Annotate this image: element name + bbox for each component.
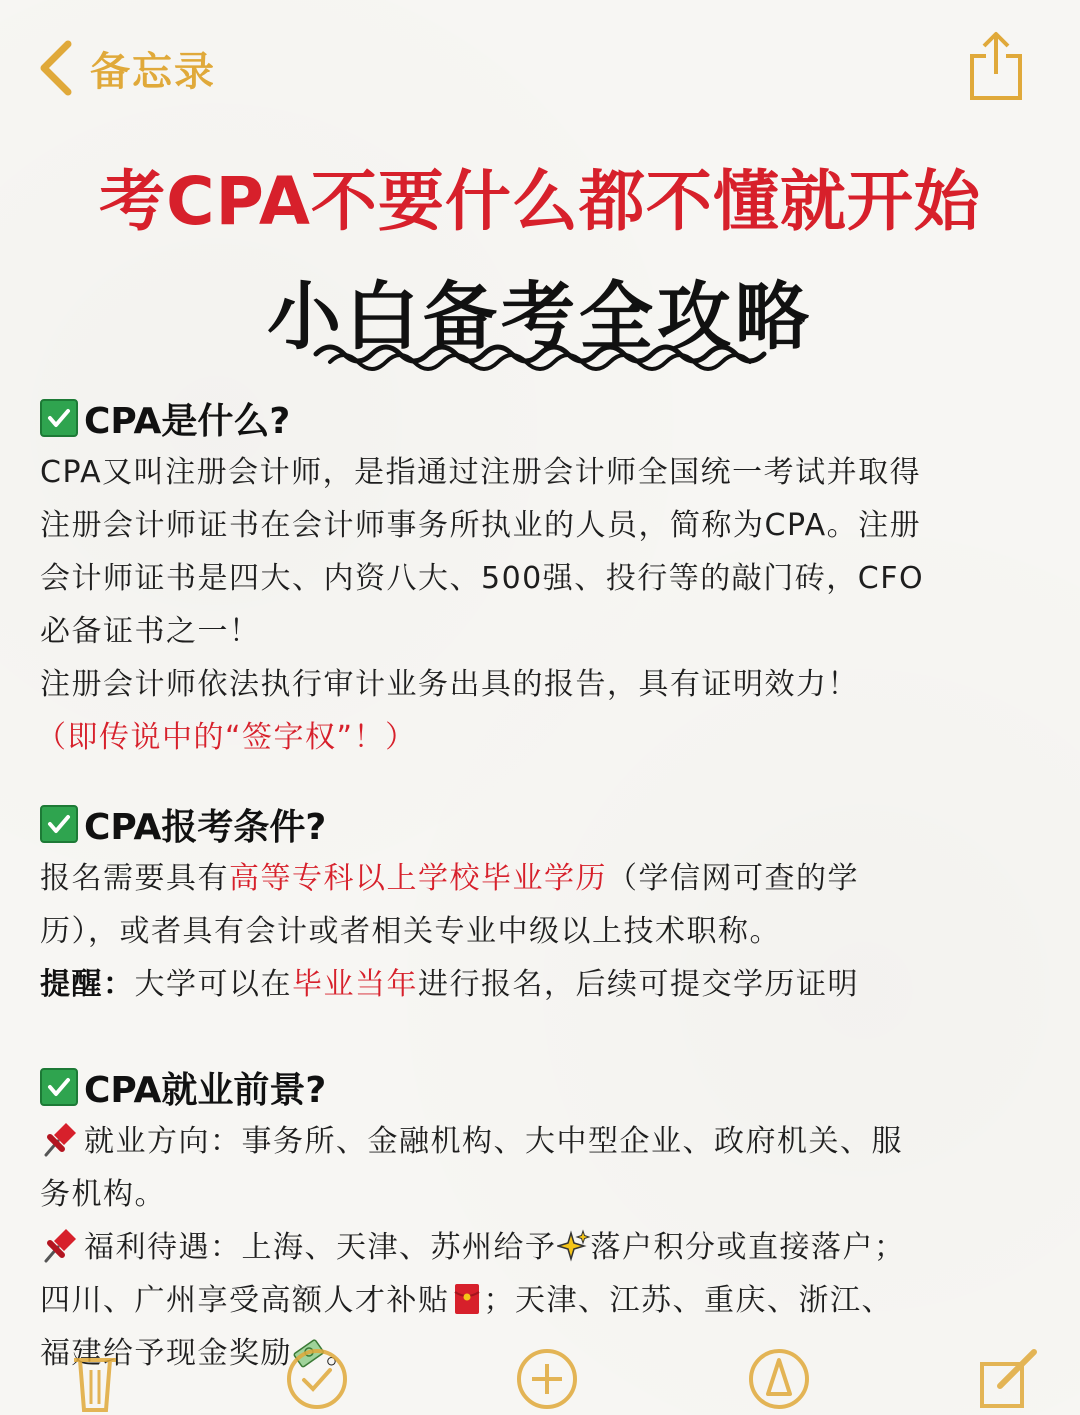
text-span: 。 — [326, 1336, 358, 1371]
text-span: 进行报名，后续可提交学历证明 — [418, 967, 859, 1002]
signature-right-note: （即传说中的“签字权”！） — [36, 720, 417, 755]
paragraph-line: 务机构。 — [40, 1177, 166, 1212]
highlight-text: 毕业当年 — [292, 967, 418, 1002]
section-what-is-cpa — [36, 390, 1040, 764]
paragraph-line: 注册会计师依法执行审计业务出具的报告，具有证明效力！ — [40, 667, 859, 702]
text-span: ；天津、江苏、重庆、浙江、 — [483, 1283, 893, 1318]
text-span: 福建给予现金奖励 — [40, 1336, 292, 1371]
text-span: 四川、广州享受高额人才补贴 — [40, 1283, 450, 1318]
note-content — [36, 390, 1040, 1380]
paragraph-line — [40, 1274, 1040, 1327]
section-eligibility — [40, 796, 1040, 1011]
text-span: 福利待遇：上海、天津、苏州给予 — [84, 1230, 557, 1265]
text-span: 大学可以在 — [134, 967, 292, 1002]
back-button[interactable] — [36, 38, 216, 98]
text-span: 报名需要具有 — [40, 861, 229, 896]
share-button[interactable] — [966, 30, 1026, 102]
pushpin-icon — [40, 1119, 80, 1159]
subtitle: 小白备考全攻略 — [267, 274, 813, 360]
check-icon — [40, 805, 78, 843]
checklist-icon[interactable] — [284, 1346, 350, 1412]
paragraph-line — [40, 1221, 1040, 1274]
section-heading-text: CPA就业前景? — [84, 1069, 327, 1111]
paragraph-line: 必备证书之一！ — [40, 614, 261, 649]
section-heading-text: CPA报考条件? — [84, 806, 327, 848]
paragraph-line: CPA又叫注册会计师，是指通过注册会计师全国统一考试并取得 — [40, 455, 922, 490]
section-heading-text: CPA是什么? — [84, 400, 291, 442]
paragraph-line: 会计师证书是四大、内资八大、500强、投行等的敲门砖，CFO — [40, 561, 925, 596]
text-span: （学信网可查的学 — [607, 861, 859, 896]
share-icon — [966, 30, 1026, 102]
section-career-prospects — [40, 1059, 1040, 1380]
back-label: 备忘录 — [90, 48, 216, 95]
reminder-line — [40, 958, 1040, 1011]
paragraph-line — [40, 852, 1040, 905]
pen-icon[interactable] — [746, 1346, 812, 1412]
check-icon — [40, 1068, 78, 1106]
reminder-label: 提醒： — [40, 967, 135, 1002]
paragraph-line: 历），或者具有会计或者相关专业中级以上技术职称。 — [40, 914, 781, 949]
bottom-toolbar — [0, 1340, 1080, 1415]
sparkles-icon — [557, 1229, 591, 1263]
trash-icon[interactable] — [62, 1346, 128, 1412]
wave-underline — [312, 336, 768, 372]
plus-icon[interactable] — [514, 1346, 580, 1412]
text-span: 落户积分或直接落户； — [590, 1230, 906, 1265]
highlight-text: 高等专科以上学校毕业学历 — [229, 861, 607, 896]
pushpin-icon — [40, 1225, 80, 1265]
paragraph-line: 注册会计师证书在会计师事务所执业的人员，简称为CPA。注册 — [40, 508, 922, 543]
text-span: 就业方向：事务所、金融机构、大中型企业、政府机关、服 — [84, 1124, 903, 1159]
check-icon — [40, 399, 78, 437]
navigation-bar — [0, 0, 1080, 130]
compose-icon[interactable] — [976, 1346, 1042, 1412]
paragraph-line — [40, 1115, 1040, 1168]
section-heading — [40, 1059, 1040, 1115]
red-envelope-icon — [450, 1282, 484, 1316]
section-heading — [40, 390, 1040, 446]
chevron-left-icon — [36, 38, 76, 98]
main-title: 考CPA不要什么都不懂就开始 — [99, 163, 981, 240]
section-heading — [40, 796, 1040, 852]
